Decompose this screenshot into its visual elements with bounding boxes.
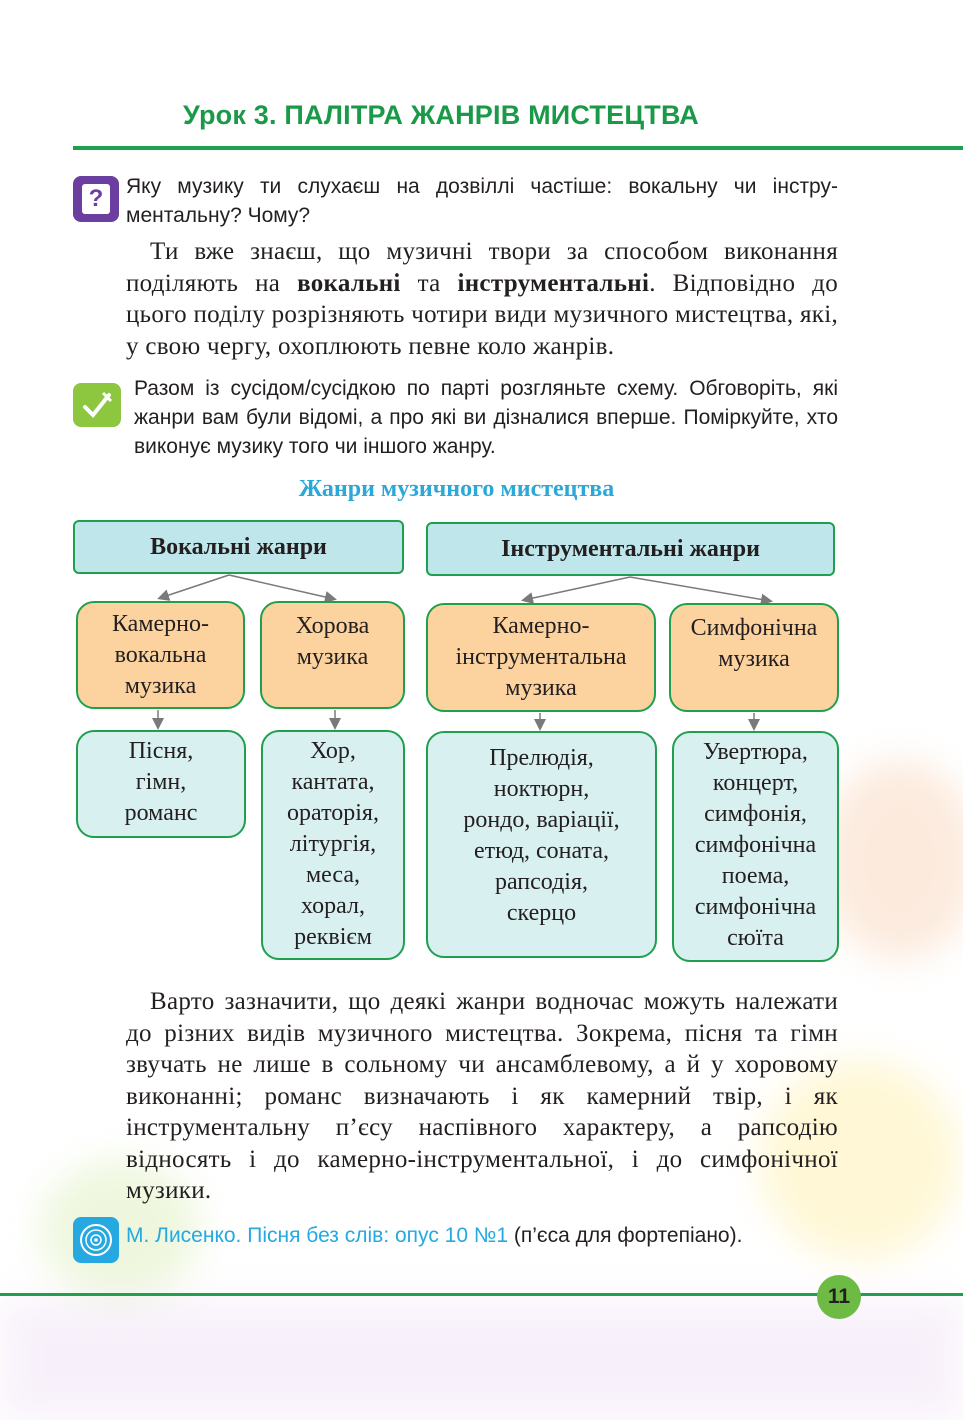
task-text: Разом із сусідом/сусідкою по парті розгляньте схему. Обговоріть, які жанри вам були відомі, а про які ви дізналися вперше. Поміркуйте, хто виконує музику того чи іншого жанру.: [134, 377, 838, 458]
instrumental-genres-header: Інструментальні жанри: [426, 522, 835, 576]
question-icon: ?: [73, 176, 119, 222]
choral-box: Хорова музика: [260, 601, 405, 709]
term-vocal: вокальні: [297, 269, 401, 297]
choral-genres: [261, 730, 405, 960]
list-item: скерцо: [506, 900, 577, 926]
list-item: Пісня,: [128, 738, 194, 764]
list-item: хорал,: [301, 893, 365, 919]
chamber-vocal-genres: [76, 730, 246, 838]
symphonic-genres: [672, 731, 839, 962]
vocal-genres-header: Вокальні жанри: [73, 520, 404, 574]
paint-splash-decoration: [820, 760, 963, 960]
list-item: літургія,: [289, 831, 377, 857]
listening-work: М. Лисенко. Пісня без слів: опус 10 №1: [126, 1224, 509, 1247]
list-item: гімн,: [135, 769, 187, 795]
scheme-title: Жанри музичного мистецтва: [298, 476, 615, 502]
paint-splash-decoration: [0, 1300, 963, 1420]
list-item: романс: [124, 800, 198, 826]
list-item: Прелюдія,: [489, 745, 594, 771]
list-item: кантата,: [291, 769, 375, 795]
chamber-vocal-box: Камерно-вокальна музика: [76, 601, 245, 709]
listening-note: (п’єса для фортепіано).: [508, 1224, 743, 1247]
disc-icon: [73, 1217, 119, 1263]
list-item: сюїта: [727, 925, 784, 951]
list-item: симфонічна: [694, 832, 817, 858]
list-item: реквієм: [294, 924, 372, 950]
chamber-instrumental-genres: [426, 731, 657, 958]
conclusion-paragraph: Варто зазначити, що деякі жанри водночас можуть належати до різних видів музичного мистецтва. Зокрема, пісня та гімн звучать не лише в сольному чи ансамблевому, а й у хоровому виконанні; романс визначають і як камерний твір, і як інструментальну п’єсу наспівного характеру, а рапсодію відносять і до камерно-інструментальної, і до симфонічної музики.: [126, 988, 838, 1204]
list-item: Увертюра,: [703, 739, 808, 765]
list-item: рапсодія,: [494, 869, 589, 895]
term-instrumental: інструментальні: [457, 269, 650, 297]
list-item: Хор,: [310, 738, 356, 764]
list-item: симфонічна: [694, 894, 817, 920]
list-item: симфонія,: [704, 801, 807, 827]
list-item: меса,: [305, 862, 361, 888]
page-number: 11: [817, 1275, 861, 1319]
lesson-title: Урок 3. ПАЛІТРА ЖАНРІВ МИСТЕЦТВА: [183, 100, 699, 130]
list-item: ораторія,: [287, 800, 379, 826]
listening-recommendation: [126, 1224, 742, 1248]
intro-paragraph: Ти вже знаєш, що музичні твори за способом виконання поділяють на вокальні та інструментальні. Відповідно до цього поділу розрізняють чотири види музичного мистецтва, які, у свою чергу, охоплюють певне коло жанрів.: [126, 238, 838, 360]
list-item: ноктюрн,: [493, 776, 590, 802]
symphonic-box: Симфонічна музика: [669, 603, 839, 712]
list-item: поема,: [721, 863, 790, 889]
chamber-instrumental-box: Камерно-інструментальна музика: [426, 603, 656, 712]
list-item: рондо, варіації,: [463, 807, 620, 833]
question-text: Яку музику ти слухаєш на дозвіллі частіше: вокальну чи інстру-ментальну? Чому?: [126, 175, 838, 227]
list-item: етюд, соната,: [473, 838, 609, 864]
list-item: концерт,: [712, 770, 799, 796]
